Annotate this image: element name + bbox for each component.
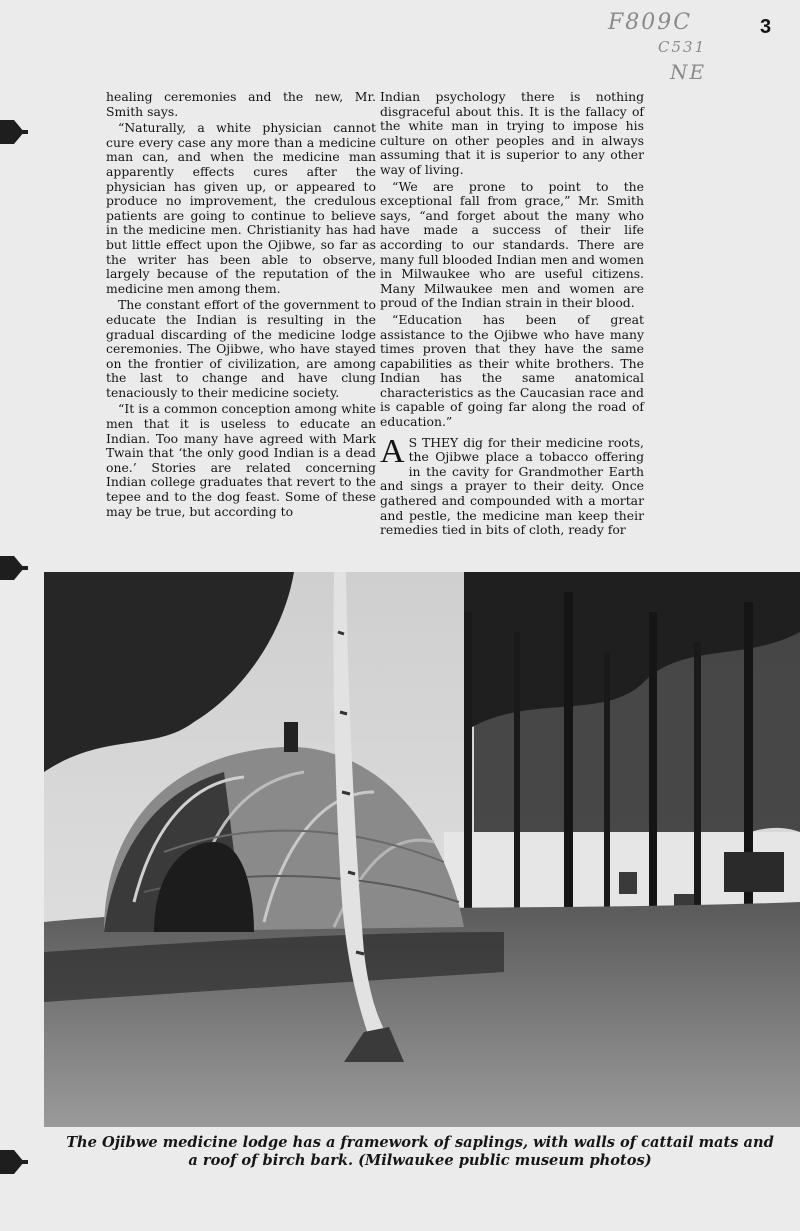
article-paragraph: “Naturally, a white physician cannot cure every case any more than a medicine man can, and when the medicine man apparently effects cures after the physician has given up, or appeared to produce no improvement, the credulous patients are going to continue to believe in the medicine men. Christianity has had but little effect upon the Ojibwe, so far as the writer has been able to observe, largely because of the reputation of the medicine men among them. <box>106 120 376 296</box>
article-paragraph: Indian psychology there is nothing disgraceful about this. It is the fallacy of the white man in trying to impose his culture on other peoples and in always assuming that it is superior to any other way of living. <box>380 89 644 177</box>
photo-caption <box>40 1134 800 1170</box>
section-lead-paragraph <box>380 432 644 538</box>
caption-line: a roof of birch bark. (Milwaukee public museum photos) <box>188 1152 652 1169</box>
article-paragraph: “It is a common conception among white men that it is useless to educate an Indian. Too many have agreed with Mark Twain that ‘the only good Indian is a dead one.’ Stories are related concerning Indian college graduates that revert to the tepee and to the dog feast. Some of these may be true, but according to <box>106 401 376 519</box>
article-paragraph: “We are prone to point to the exceptional fall from grace,” Mr. Smith says, “and forget about the many who have made a success of their life according to our standards. There are many full blooded Indian men and women in Milwaukee who are useful citizens. Many Milwaukee men and women are proud of the Indian strain in their blood. <box>380 178 644 311</box>
caption-line: The Ojibwe medicine lodge has a framework of saplings, with walls of cattail mats and <box>66 1134 774 1151</box>
binder-clip-icon <box>0 548 28 588</box>
handwritten-note: NE <box>670 60 707 84</box>
page-number: 3 <box>760 16 772 38</box>
binder-clip-icon <box>0 1142 28 1182</box>
section-lead-text: S THEY dig for their medicine roots, the Ojibwe place a tobacco offering in the cavity for Grandmother Earth and sings a prayer to their deity. Once gathered and compounded with a mortar and pestle, the medicine man keep their remedies tied in bits of cloth, ready for <box>380 434 644 538</box>
handwritten-note: C531 <box>658 38 707 56</box>
drop-cap: A <box>380 432 405 470</box>
article-column-right <box>380 90 644 540</box>
article-paragraph: The constant effort of the government to educate the Indian is resulting in the gradual discarding of the medicine lodge ceremonies. The Ojibwe, who have stayed on the frontier of civilization, are among the last to change and have clung tenaciously to their medicine society. <box>106 297 376 400</box>
binder-clip-icon <box>0 112 28 152</box>
article-column-left <box>106 90 376 521</box>
article-paragraph: healing ceremonies and the new, Mr. Smith says. <box>106 89 376 119</box>
handwritten-note: F809C <box>608 10 693 35</box>
article-paragraph: “Education has been of great assistance to the Ojibwe who have many times proven that they have the same capabilities as their white brothers. The Indian has the same anatomical characteristics as the Caucasian race and is capable of going far along the road of education.” <box>380 311 644 430</box>
medicine-lodge-photo <box>44 572 800 1127</box>
